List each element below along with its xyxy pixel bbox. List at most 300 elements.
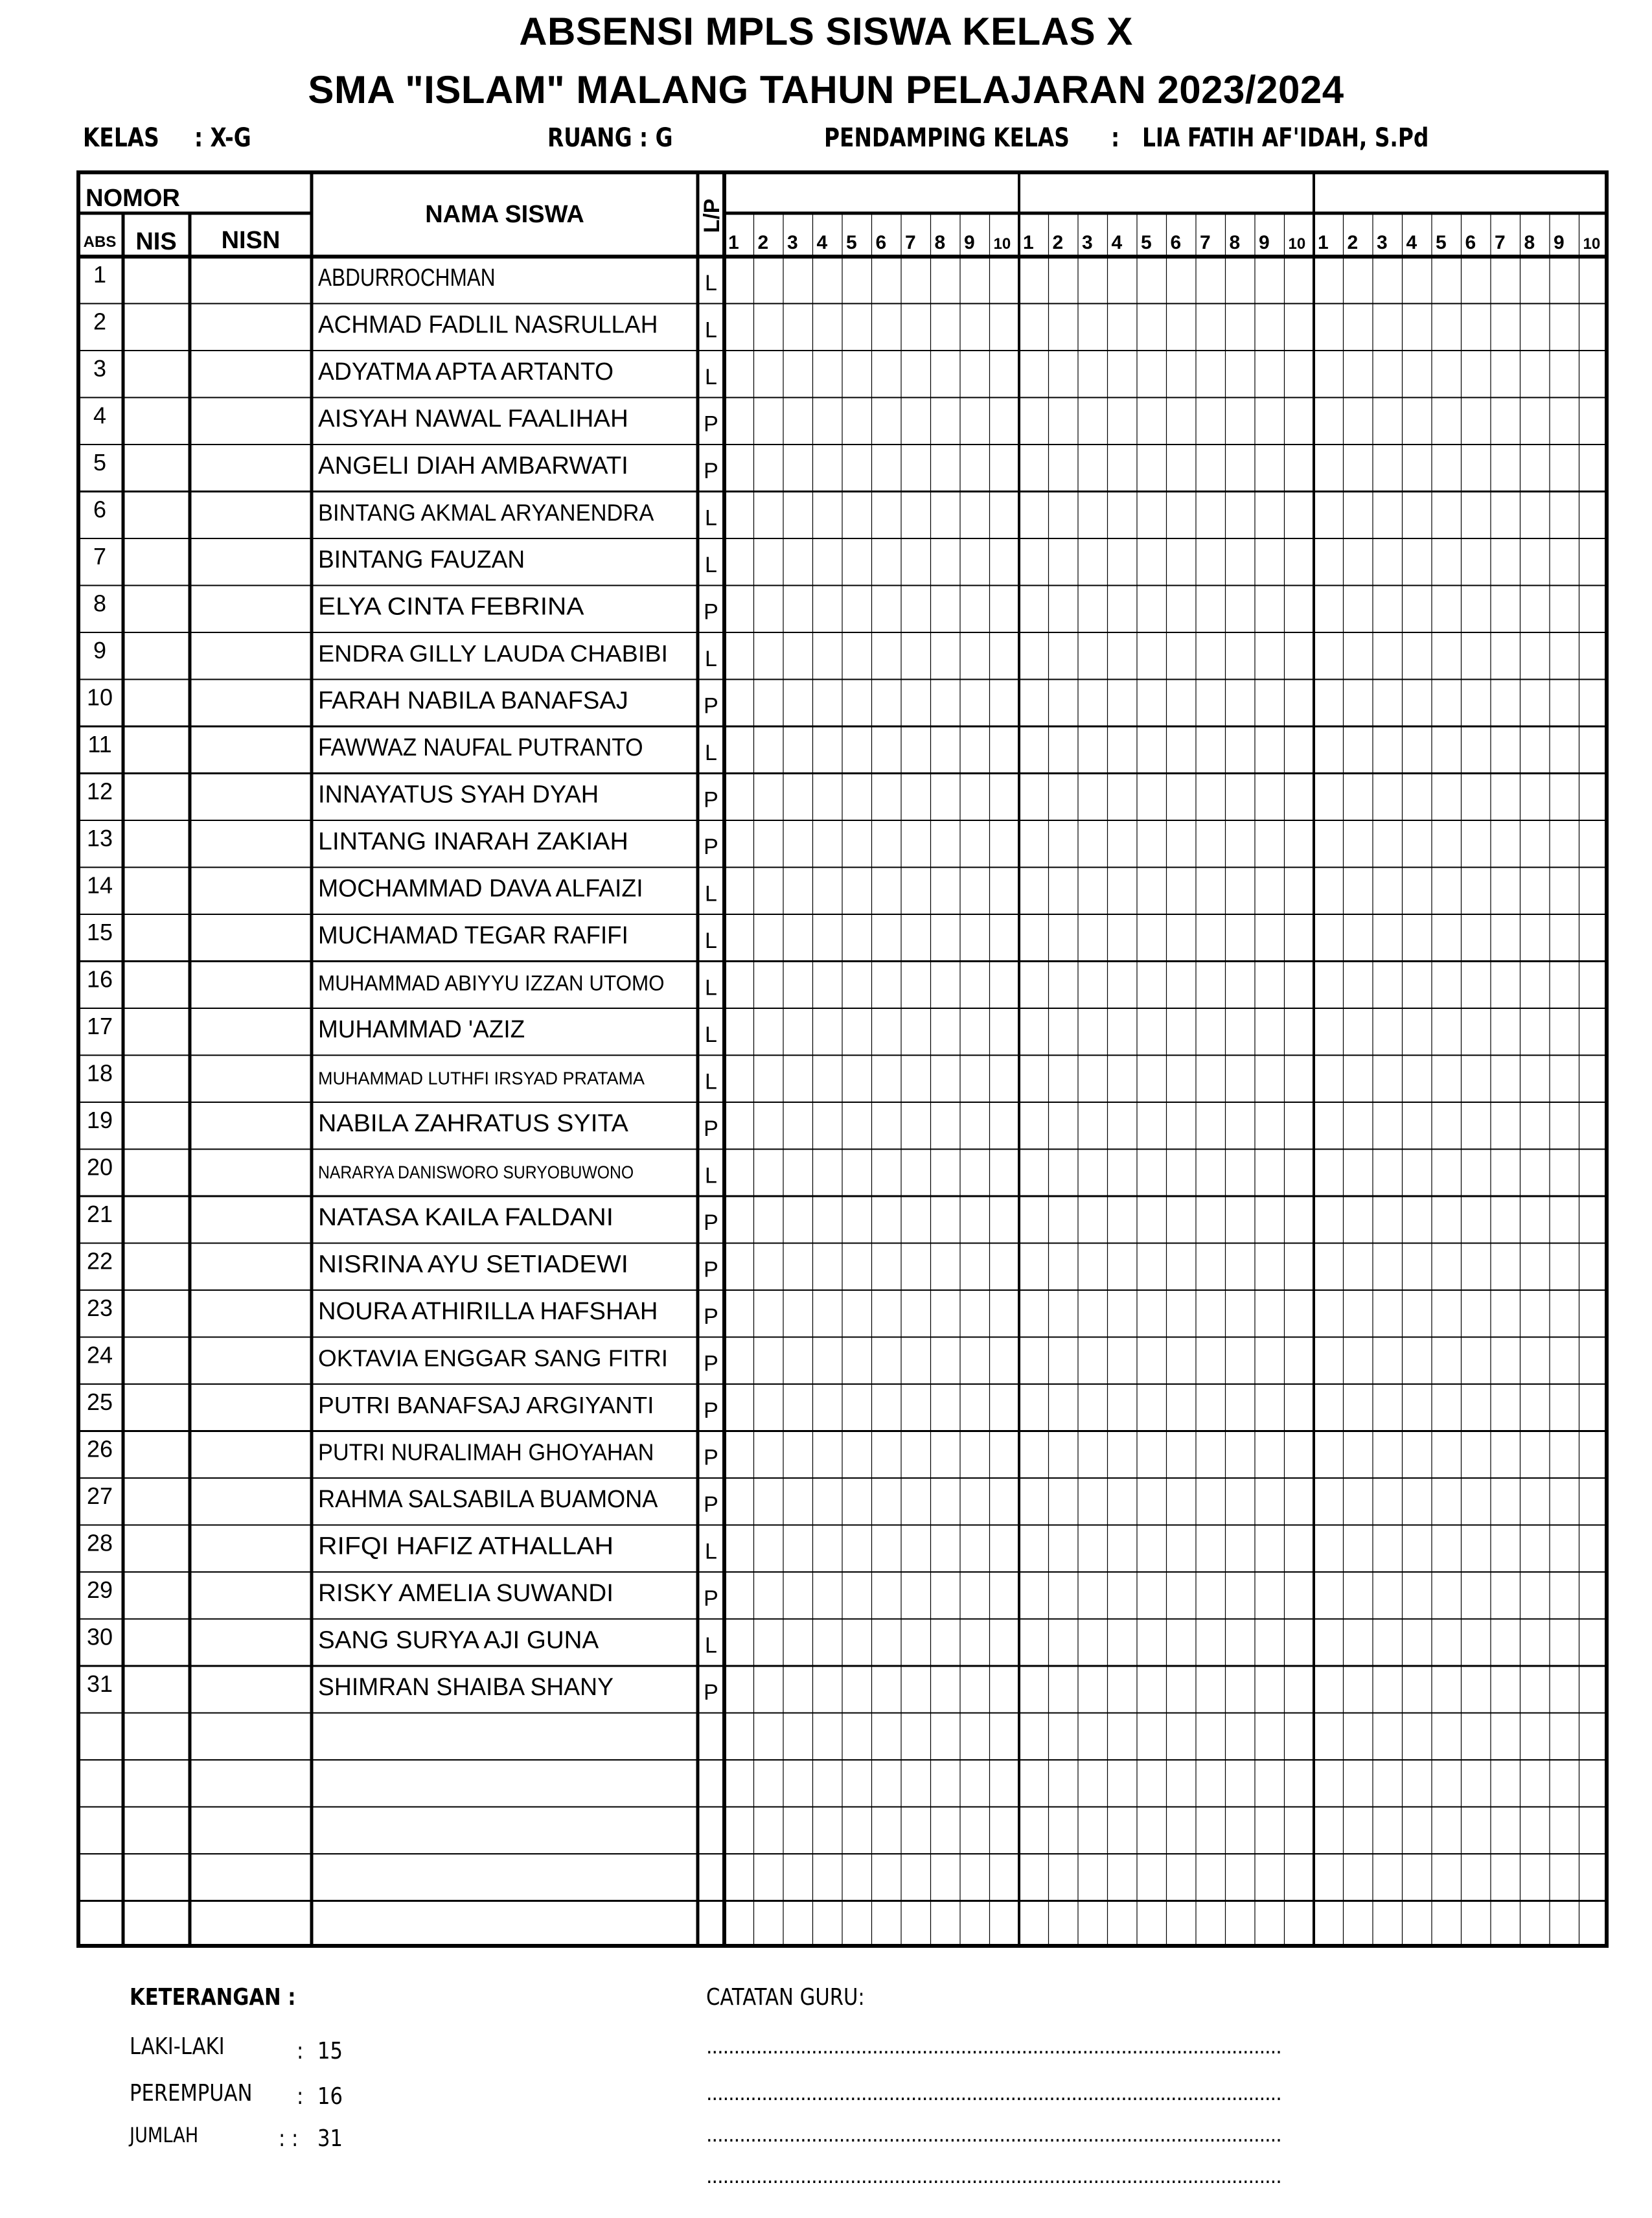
attendance-cell[interactable] <box>1522 1291 1549 1336</box>
attendance-cell[interactable] <box>1551 775 1578 820</box>
attendance-cell[interactable] <box>1315 1527 1342 1571</box>
attendance-cell[interactable] <box>755 399 783 444</box>
attendance-cell[interactable] <box>814 1761 842 1806</box>
attendance-cell[interactable] <box>1463 1291 1490 1336</box>
attendance-cell[interactable] <box>1286 1761 1313 1806</box>
attendance-cell[interactable] <box>1050 1245 1077 1289</box>
attendance-cell[interactable] <box>726 258 753 303</box>
attendance-cell[interactable] <box>873 1245 901 1289</box>
attendance-cell[interactable] <box>932 1761 959 1806</box>
attendance-cell[interactable] <box>873 1621 901 1665</box>
attendance-cell[interactable] <box>1050 1902 1077 1947</box>
attendance-cell[interactable] <box>1020 1385 1048 1430</box>
attendance-cell[interactable] <box>1345 1010 1372 1054</box>
attendance-cell[interactable] <box>726 1621 753 1665</box>
attendance-cell[interactable] <box>1079 1245 1107 1289</box>
attendance-cell[interactable] <box>785 1433 812 1477</box>
attendance-cell[interactable] <box>843 1010 871 1054</box>
attendance-cell[interactable] <box>1492 869 1519 914</box>
attendance-cell[interactable] <box>991 1902 1018 1947</box>
attendance-cell[interactable] <box>1079 258 1107 303</box>
attendance-cell[interactable] <box>1522 305 1549 350</box>
attendance-cell[interactable] <box>1315 258 1342 303</box>
attendance-cell[interactable] <box>1050 1433 1077 1477</box>
attendance-cell[interactable] <box>843 1902 871 1947</box>
attendance-cell[interactable] <box>1522 963 1549 1008</box>
attendance-cell[interactable] <box>1286 1715 1313 1759</box>
attendance-cell[interactable] <box>1256 1527 1283 1571</box>
attendance-cell[interactable] <box>1109 1291 1136 1336</box>
attendance-cell[interactable] <box>1109 634 1136 678</box>
attendance-cell[interactable] <box>1404 1761 1431 1806</box>
attendance-cell[interactable] <box>1050 1057 1077 1102</box>
attendance-cell[interactable] <box>1492 446 1519 491</box>
attendance-cell[interactable] <box>1109 1151 1136 1196</box>
attendance-cell[interactable] <box>1079 1010 1107 1054</box>
attendance-cell[interactable] <box>1286 634 1313 678</box>
attendance-cell[interactable] <box>814 1573 842 1618</box>
attendance-cell[interactable] <box>902 1855 930 1900</box>
attendance-cell[interactable] <box>1404 775 1431 820</box>
attendance-cell[interactable] <box>1551 1573 1578 1618</box>
attendance-cell[interactable] <box>785 305 812 350</box>
attendance-cell[interactable] <box>843 1339 871 1383</box>
attendance-cell[interactable] <box>1345 1621 1372 1665</box>
attendance-cell[interactable] <box>1020 1245 1048 1289</box>
attendance-cell[interactable] <box>755 1808 783 1853</box>
attendance-cell[interactable] <box>902 1621 930 1665</box>
attendance-cell[interactable] <box>1551 352 1578 397</box>
attendance-cell[interactable] <box>1492 1902 1519 1947</box>
attendance-cell[interactable] <box>1492 1057 1519 1102</box>
attendance-cell[interactable] <box>1197 1808 1224 1853</box>
attendance-cell[interactable] <box>1374 1761 1401 1806</box>
attendance-cell[interactable] <box>1020 1479 1048 1524</box>
attendance-cell[interactable] <box>961 634 989 678</box>
attendance-cell[interactable] <box>902 493 930 538</box>
attendance-cell[interactable] <box>1551 1103 1578 1148</box>
attendance-cell[interactable] <box>1286 1808 1313 1853</box>
attendance-cell[interactable] <box>1168 1057 1195 1102</box>
attendance-cell[interactable] <box>961 399 989 444</box>
attendance-cell[interactable] <box>1404 963 1431 1008</box>
attendance-cell[interactable] <box>1286 1667 1313 1712</box>
attendance-cell[interactable] <box>1197 1151 1224 1196</box>
attendance-cell[interactable] <box>1404 399 1431 444</box>
attendance-cell[interactable] <box>726 1197 753 1242</box>
attendance-cell[interactable] <box>1197 634 1224 678</box>
attendance-cell[interactable] <box>1197 493 1224 538</box>
attendance-cell[interactable] <box>785 1573 812 1618</box>
attendance-cell[interactable] <box>1315 1573 1342 1618</box>
attendance-cell[interactable] <box>785 634 812 678</box>
attendance-cell[interactable] <box>1374 1291 1401 1336</box>
attendance-cell[interactable] <box>1463 258 1490 303</box>
attendance-cell[interactable] <box>1256 1855 1283 1900</box>
attendance-cell[interactable] <box>932 258 959 303</box>
attendance-cell[interactable] <box>1138 1245 1165 1289</box>
attendance-cell[interactable] <box>1168 1385 1195 1430</box>
attendance-cell[interactable] <box>1050 963 1077 1008</box>
attendance-cell[interactable] <box>1374 1855 1401 1900</box>
attendance-cell[interactable] <box>1522 728 1549 772</box>
attendance-cell[interactable] <box>1197 1197 1224 1242</box>
attendance-cell[interactable] <box>843 775 871 820</box>
attendance-cell[interactable] <box>1050 1808 1077 1853</box>
attendance-cell[interactable] <box>1197 352 1224 397</box>
attendance-cell[interactable] <box>1374 681 1401 726</box>
attendance-cell[interactable] <box>1551 1761 1578 1806</box>
attendance-cell[interactable] <box>1581 1902 1608 1947</box>
attendance-cell[interactable] <box>1433 258 1460 303</box>
attendance-cell[interactable] <box>1404 869 1431 914</box>
attendance-cell[interactable] <box>1374 822 1401 866</box>
attendance-cell[interactable] <box>1227 1339 1254 1383</box>
attendance-cell[interactable] <box>1522 1103 1549 1148</box>
attendance-cell[interactable] <box>1581 446 1608 491</box>
attendance-cell[interactable] <box>1020 1151 1048 1196</box>
attendance-cell[interactable] <box>1197 916 1224 960</box>
attendance-cell[interactable] <box>1050 1291 1077 1336</box>
attendance-cell[interactable] <box>1492 916 1519 960</box>
attendance-cell[interactable] <box>1581 1715 1608 1759</box>
attendance-cell[interactable] <box>1286 1385 1313 1430</box>
attendance-cell[interactable] <box>1138 681 1165 726</box>
attendance-cell[interactable] <box>785 1808 812 1853</box>
attendance-cell[interactable] <box>1345 963 1372 1008</box>
attendance-cell[interactable] <box>785 258 812 303</box>
attendance-cell[interactable] <box>1168 1715 1195 1759</box>
attendance-cell[interactable] <box>1286 1527 1313 1571</box>
attendance-cell[interactable] <box>1168 1855 1195 1900</box>
attendance-cell[interactable] <box>726 352 753 397</box>
attendance-cell[interactable] <box>1433 446 1460 491</box>
attendance-cell[interactable] <box>961 1339 989 1383</box>
attendance-cell[interactable] <box>814 587 842 632</box>
attendance-cell[interactable] <box>1168 305 1195 350</box>
attendance-cell[interactable] <box>1581 258 1608 303</box>
attendance-cell[interactable] <box>961 963 989 1008</box>
attendance-cell[interactable] <box>1050 1855 1077 1900</box>
attendance-cell[interactable] <box>1345 1385 1372 1430</box>
attendance-cell[interactable] <box>1522 1433 1549 1477</box>
attendance-cell[interactable] <box>1109 1433 1136 1477</box>
attendance-cell[interactable] <box>1404 681 1431 726</box>
attendance-cell[interactable] <box>814 1479 842 1524</box>
attendance-cell[interactable] <box>755 681 783 726</box>
attendance-cell[interactable] <box>932 1339 959 1383</box>
attendance-cell[interactable] <box>1551 446 1578 491</box>
attendance-cell[interactable] <box>1404 1527 1431 1571</box>
attendance-cell[interactable] <box>1227 446 1254 491</box>
attendance-cell[interactable] <box>1345 540 1372 584</box>
attendance-cell[interactable] <box>932 1245 959 1289</box>
attendance-cell[interactable] <box>1522 1339 1549 1383</box>
attendance-cell[interactable] <box>902 681 930 726</box>
attendance-cell[interactable] <box>1050 869 1077 914</box>
attendance-cell[interactable] <box>873 1761 901 1806</box>
attendance-cell[interactable] <box>1551 587 1578 632</box>
attendance-cell[interactable] <box>1463 1527 1490 1571</box>
attendance-cell[interactable] <box>1286 869 1313 914</box>
attendance-cell[interactable] <box>1492 1433 1519 1477</box>
attendance-cell[interactable] <box>1227 1385 1254 1430</box>
attendance-cell[interactable] <box>1315 1621 1342 1665</box>
attendance-cell[interactable] <box>785 681 812 726</box>
attendance-cell[interactable] <box>1492 540 1519 584</box>
attendance-cell[interactable] <box>932 1103 959 1148</box>
attendance-cell[interactable] <box>755 1527 783 1571</box>
attendance-cell[interactable] <box>1286 1197 1313 1242</box>
attendance-cell[interactable] <box>1050 1385 1077 1430</box>
attendance-cell[interactable] <box>1522 446 1549 491</box>
attendance-cell[interactable] <box>1581 493 1608 538</box>
attendance-cell[interactable] <box>1315 1667 1342 1712</box>
attendance-cell[interactable] <box>1522 916 1549 960</box>
attendance-cell[interactable] <box>961 540 989 584</box>
attendance-cell[interactable] <box>1315 1291 1342 1336</box>
attendance-cell[interactable] <box>932 1715 959 1759</box>
attendance-cell[interactable] <box>843 822 871 866</box>
attendance-cell[interactable] <box>1345 1479 1372 1524</box>
attendance-cell[interactable] <box>991 869 1018 914</box>
attendance-cell[interactable] <box>1522 1667 1549 1712</box>
attendance-cell[interactable] <box>785 493 812 538</box>
attendance-cell[interactable] <box>1227 352 1254 397</box>
attendance-cell[interactable] <box>814 258 842 303</box>
attendance-cell[interactable] <box>1492 1808 1519 1853</box>
attendance-cell[interactable] <box>1315 963 1342 1008</box>
attendance-cell[interactable] <box>1020 963 1048 1008</box>
attendance-cell[interactable] <box>1020 1621 1048 1665</box>
attendance-cell[interactable] <box>726 1902 753 1947</box>
attendance-cell[interactable] <box>1315 1245 1342 1289</box>
attendance-cell[interactable] <box>1197 1385 1224 1430</box>
attendance-cell[interactable] <box>843 916 871 960</box>
attendance-cell[interactable] <box>1138 1761 1165 1806</box>
attendance-cell[interactable] <box>814 963 842 1008</box>
attendance-cell[interactable] <box>1551 493 1578 538</box>
attendance-cell[interactable] <box>814 1010 842 1054</box>
attendance-cell[interactable] <box>755 446 783 491</box>
attendance-cell[interactable] <box>1079 1527 1107 1571</box>
attendance-cell[interactable] <box>1168 1245 1195 1289</box>
attendance-cell[interactable] <box>1315 399 1342 444</box>
attendance-cell[interactable] <box>1168 493 1195 538</box>
attendance-cell[interactable] <box>1050 305 1077 350</box>
attendance-cell[interactable] <box>843 1291 871 1336</box>
attendance-cell[interactable] <box>1197 1527 1224 1571</box>
attendance-cell[interactable] <box>961 822 989 866</box>
attendance-cell[interactable] <box>1109 1057 1136 1102</box>
attendance-cell[interactable] <box>1079 681 1107 726</box>
attendance-cell[interactable] <box>902 1667 930 1712</box>
attendance-cell[interactable] <box>1286 305 1313 350</box>
attendance-cell[interactable] <box>1197 963 1224 1008</box>
attendance-cell[interactable] <box>1315 587 1342 632</box>
attendance-cell[interactable] <box>932 352 959 397</box>
attendance-cell[interactable] <box>726 916 753 960</box>
attendance-cell[interactable] <box>1109 916 1136 960</box>
attendance-cell[interactable] <box>1020 1761 1048 1806</box>
attendance-cell[interactable] <box>1463 681 1490 726</box>
attendance-cell[interactable] <box>1256 1010 1283 1054</box>
attendance-cell[interactable] <box>1109 1103 1136 1148</box>
attendance-cell[interactable] <box>1345 1245 1372 1289</box>
attendance-cell[interactable] <box>1433 1245 1460 1289</box>
attendance-cell[interactable] <box>1197 1291 1224 1336</box>
attendance-cell[interactable] <box>1109 1479 1136 1524</box>
attendance-cell[interactable] <box>1168 1010 1195 1054</box>
attendance-cell[interactable] <box>785 1010 812 1054</box>
attendance-cell[interactable] <box>1256 775 1283 820</box>
attendance-cell[interactable] <box>785 1385 812 1430</box>
attendance-cell[interactable] <box>1109 822 1136 866</box>
attendance-cell[interactable] <box>1050 1010 1077 1054</box>
attendance-cell[interactable] <box>1138 446 1165 491</box>
attendance-cell[interactable] <box>1345 1197 1372 1242</box>
attendance-cell[interactable] <box>1256 1621 1283 1665</box>
attendance-cell[interactable] <box>726 775 753 820</box>
attendance-cell[interactable] <box>1345 1667 1372 1712</box>
attendance-cell[interactable] <box>1345 1103 1372 1148</box>
attendance-cell[interactable] <box>1345 1715 1372 1759</box>
attendance-cell[interactable] <box>1433 1715 1460 1759</box>
attendance-cell[interactable] <box>1404 1339 1431 1383</box>
attendance-cell[interactable] <box>843 728 871 772</box>
attendance-cell[interactable] <box>1138 963 1165 1008</box>
attendance-cell[interactable] <box>1433 1151 1460 1196</box>
attendance-cell[interactable] <box>1581 1339 1608 1383</box>
attendance-cell[interactable] <box>1315 352 1342 397</box>
attendance-cell[interactable] <box>991 493 1018 538</box>
attendance-cell[interactable] <box>814 1808 842 1853</box>
attendance-cell[interactable] <box>843 1527 871 1571</box>
attendance-cell[interactable] <box>1109 1855 1136 1900</box>
attendance-cell[interactable] <box>991 587 1018 632</box>
attendance-cell[interactable] <box>843 1197 871 1242</box>
attendance-cell[interactable] <box>843 540 871 584</box>
attendance-cell[interactable] <box>932 1479 959 1524</box>
attendance-cell[interactable] <box>1168 728 1195 772</box>
attendance-cell[interactable] <box>932 1057 959 1102</box>
attendance-cell[interactable] <box>1433 1433 1460 1477</box>
attendance-cell[interactable] <box>1433 1057 1460 1102</box>
attendance-cell[interactable] <box>1492 822 1519 866</box>
attendance-cell[interactable] <box>1522 1057 1549 1102</box>
attendance-cell[interactable] <box>1374 775 1401 820</box>
attendance-cell[interactable] <box>902 916 930 960</box>
attendance-cell[interactable] <box>1109 587 1136 632</box>
attendance-cell[interactable] <box>873 1151 901 1196</box>
attendance-cell[interactable] <box>961 1715 989 1759</box>
attendance-cell[interactable] <box>1463 1621 1490 1665</box>
attendance-cell[interactable] <box>755 1385 783 1430</box>
attendance-cell[interactable] <box>991 1197 1018 1242</box>
attendance-cell[interactable] <box>1227 1527 1254 1571</box>
attendance-cell[interactable] <box>843 399 871 444</box>
attendance-cell[interactable] <box>1374 1385 1401 1430</box>
attendance-cell[interactable] <box>1020 493 1048 538</box>
attendance-cell[interactable] <box>1227 1103 1254 1148</box>
attendance-cell[interactable] <box>1551 681 1578 726</box>
attendance-cell[interactable] <box>1522 775 1549 820</box>
attendance-cell[interactable] <box>1433 869 1460 914</box>
attendance-cell[interactable] <box>1315 1433 1342 1477</box>
attendance-cell[interactable] <box>1345 1339 1372 1383</box>
attendance-cell[interactable] <box>814 1057 842 1102</box>
attendance-cell[interactable] <box>1433 681 1460 726</box>
attendance-cell[interactable] <box>961 1245 989 1289</box>
attendance-cell[interactable] <box>1197 1433 1224 1477</box>
attendance-cell[interactable] <box>1492 493 1519 538</box>
attendance-cell[interactable] <box>961 916 989 960</box>
attendance-cell[interactable] <box>1551 1245 1578 1289</box>
attendance-cell[interactable] <box>785 916 812 960</box>
attendance-cell[interactable] <box>1168 587 1195 632</box>
attendance-cell[interactable] <box>1197 1902 1224 1947</box>
attendance-cell[interactable] <box>1109 1667 1136 1712</box>
attendance-cell[interactable] <box>1374 1245 1401 1289</box>
attendance-cell[interactable] <box>961 681 989 726</box>
attendance-cell[interactable] <box>932 399 959 444</box>
attendance-cell[interactable] <box>814 916 842 960</box>
attendance-cell[interactable] <box>755 540 783 584</box>
attendance-cell[interactable] <box>1522 493 1549 538</box>
attendance-cell[interactable] <box>902 775 930 820</box>
attendance-cell[interactable] <box>814 1103 842 1148</box>
attendance-cell[interactable] <box>755 1245 783 1289</box>
attendance-cell[interactable] <box>1079 1291 1107 1336</box>
attendance-cell[interactable] <box>755 1197 783 1242</box>
catatan-line-3[interactable]: ........................................................................................................ <box>706 2124 1281 2147</box>
attendance-cell[interactable] <box>1315 681 1342 726</box>
attendance-cell[interactable] <box>785 1479 812 1524</box>
attendance-cell[interactable] <box>726 399 753 444</box>
attendance-cell[interactable] <box>991 1385 1018 1430</box>
attendance-cell[interactable] <box>1138 775 1165 820</box>
attendance-cell[interactable] <box>873 963 901 1008</box>
attendance-cell[interactable] <box>785 822 812 866</box>
attendance-cell[interactable] <box>1492 1761 1519 1806</box>
attendance-cell[interactable] <box>726 446 753 491</box>
attendance-cell[interactable] <box>1286 963 1313 1008</box>
attendance-cell[interactable] <box>1374 1902 1401 1947</box>
attendance-cell[interactable] <box>1079 1855 1107 1900</box>
attendance-cell[interactable] <box>1256 399 1283 444</box>
attendance-cell[interactable] <box>1020 1291 1048 1336</box>
attendance-cell[interactable] <box>1109 728 1136 772</box>
attendance-cell[interactable] <box>1168 399 1195 444</box>
attendance-cell[interactable] <box>785 775 812 820</box>
attendance-cell[interactable] <box>1581 1197 1608 1242</box>
attendance-cell[interactable] <box>1197 1855 1224 1900</box>
attendance-cell[interactable] <box>961 775 989 820</box>
attendance-cell[interactable] <box>961 1527 989 1571</box>
attendance-cell[interactable] <box>1079 493 1107 538</box>
attendance-cell[interactable] <box>1168 446 1195 491</box>
attendance-cell[interactable] <box>1404 258 1431 303</box>
attendance-cell[interactable] <box>1079 728 1107 772</box>
attendance-cell[interactable] <box>1020 1010 1048 1054</box>
attendance-cell[interactable] <box>1315 1057 1342 1102</box>
attendance-cell[interactable] <box>1492 1245 1519 1289</box>
attendance-cell[interactable] <box>1374 1715 1401 1759</box>
attendance-cell[interactable] <box>1374 634 1401 678</box>
attendance-cell[interactable] <box>1522 399 1549 444</box>
attendance-cell[interactable] <box>1138 587 1165 632</box>
attendance-cell[interactable] <box>1581 1291 1608 1336</box>
